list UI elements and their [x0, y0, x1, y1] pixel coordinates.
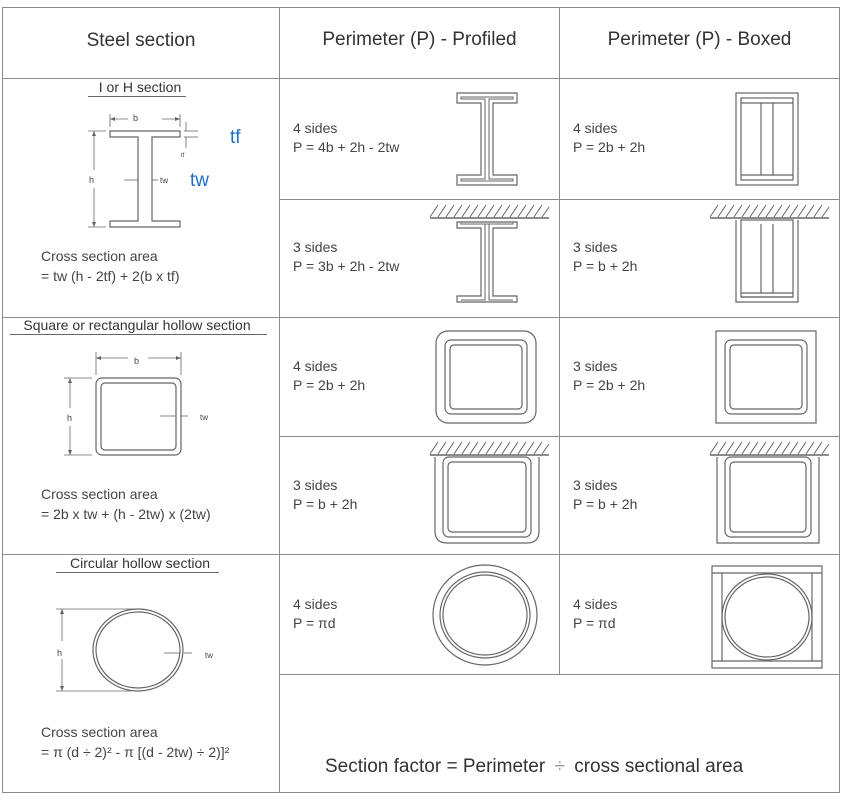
- chs-area-formula: = π (d ÷ 2)² - π [(d - 2tw) ÷ 2)]²: [41, 744, 230, 760]
- rhs-area-formula: = 2b x tw + (h - 2tw) x (2tw): [41, 506, 211, 522]
- i-section-title-underline: [88, 96, 186, 97]
- i-profiled-4-drawing: [455, 91, 525, 191]
- i-section-title: I or H section: [98, 79, 182, 95]
- rhs-profiled-4-sides: 4 sides: [293, 358, 338, 374]
- chs-area-label: Cross section area: [41, 724, 158, 740]
- i-boxed-4-formula: P = 2b + 2h: [573, 139, 646, 155]
- chs-dim-tw: tw: [205, 651, 213, 660]
- section-factor-formula: [325, 756, 743, 778]
- i-profiled-3-sides: 3 sides: [293, 239, 338, 255]
- chs-title-underline: [56, 572, 219, 573]
- footer-left-text: Section factor = Perimeter: [325, 756, 546, 777]
- rhs-area-label: Cross section area: [41, 486, 158, 502]
- chs-boxed-4-sides: 4 sides: [573, 596, 618, 612]
- rhs-boxed-4-formula: P = 2b + 2h: [573, 377, 646, 393]
- header-perimeter-profiled: Perimeter (P) - Profiled: [322, 29, 517, 50]
- rhs-dim-h: h: [67, 413, 73, 423]
- i-area-label: Cross section area: [41, 248, 158, 264]
- tw-annotation: tw: [190, 170, 209, 191]
- i-dim-b: b: [133, 113, 139, 123]
- rhs-boxed-4-sides: 3 sides: [573, 358, 618, 374]
- chs-boxed-4-drawing: [708, 562, 828, 672]
- rhs-drawing: [60, 350, 220, 460]
- i-section-drawing: [80, 100, 260, 250]
- rhs-profiled-3-drawing: [425, 439, 555, 549]
- chs-title: Circular hollow section: [69, 555, 211, 571]
- i-boxed-3-formula: P = b + 2h: [573, 258, 638, 274]
- rhs-boxed-4-drawing: [712, 327, 822, 427]
- i-profiled-3-formula: P = 3b + 2h - 2tw: [293, 258, 400, 274]
- chs-profiled-4-formula: P = πd: [293, 615, 336, 631]
- rhs-dim-b: b: [134, 356, 140, 366]
- tf-annotation: tf: [230, 127, 241, 148]
- i-profiled-3-drawing: [425, 202, 555, 312]
- i-dim-h: h: [89, 175, 95, 185]
- rhs-boxed-3-formula: P = b + 2h: [573, 496, 638, 512]
- chs-boxed-4-formula: P = πd: [573, 615, 616, 631]
- rhs-boxed-3-sides: 3 sides: [573, 477, 618, 493]
- header-perimeter-boxed: Perimeter (P) - Boxed: [607, 29, 792, 50]
- i-boxed-4-sides: 4 sides: [573, 120, 618, 136]
- footer-right-text: cross sectional area: [574, 756, 744, 777]
- rhs-profiled-4-formula: P = 2b + 2h: [293, 377, 366, 393]
- i-dim-tw: tw: [160, 176, 168, 185]
- i-area-formula: = tw (h - 2tf) + 2(b x tf): [41, 268, 180, 284]
- rhs-title-underline: [10, 334, 267, 335]
- rhs-profiled-4-drawing: [432, 327, 542, 427]
- rhs-dim-tw: tw: [200, 413, 208, 422]
- i-boxed-3-drawing: [705, 202, 835, 312]
- chs-dim-h: h: [57, 648, 63, 658]
- rhs-boxed-3-drawing: [705, 439, 835, 549]
- rhs-profiled-3-formula: P = b + 2h: [293, 496, 358, 512]
- header-steel-section: Steel section: [86, 30, 196, 51]
- i-dim-tf: tf: [181, 153, 185, 159]
- chs-drawing: [50, 595, 220, 705]
- divide-symbol: ÷: [554, 756, 565, 777]
- rhs-title: Square or rectangular hollow section: [23, 317, 251, 333]
- rhs-profiled-3-sides: 3 sides: [293, 477, 338, 493]
- i-profiled-4-sides: 4 sides: [293, 120, 338, 136]
- chs-profiled-4-sides: 4 sides: [293, 596, 338, 612]
- i-profiled-4-formula: P = 4b + 2h - 2tw: [293, 139, 400, 155]
- i-boxed-4-drawing: [734, 91, 804, 191]
- chs-profiled-4-drawing: [430, 560, 540, 670]
- i-boxed-3-sides: 3 sides: [573, 239, 618, 255]
